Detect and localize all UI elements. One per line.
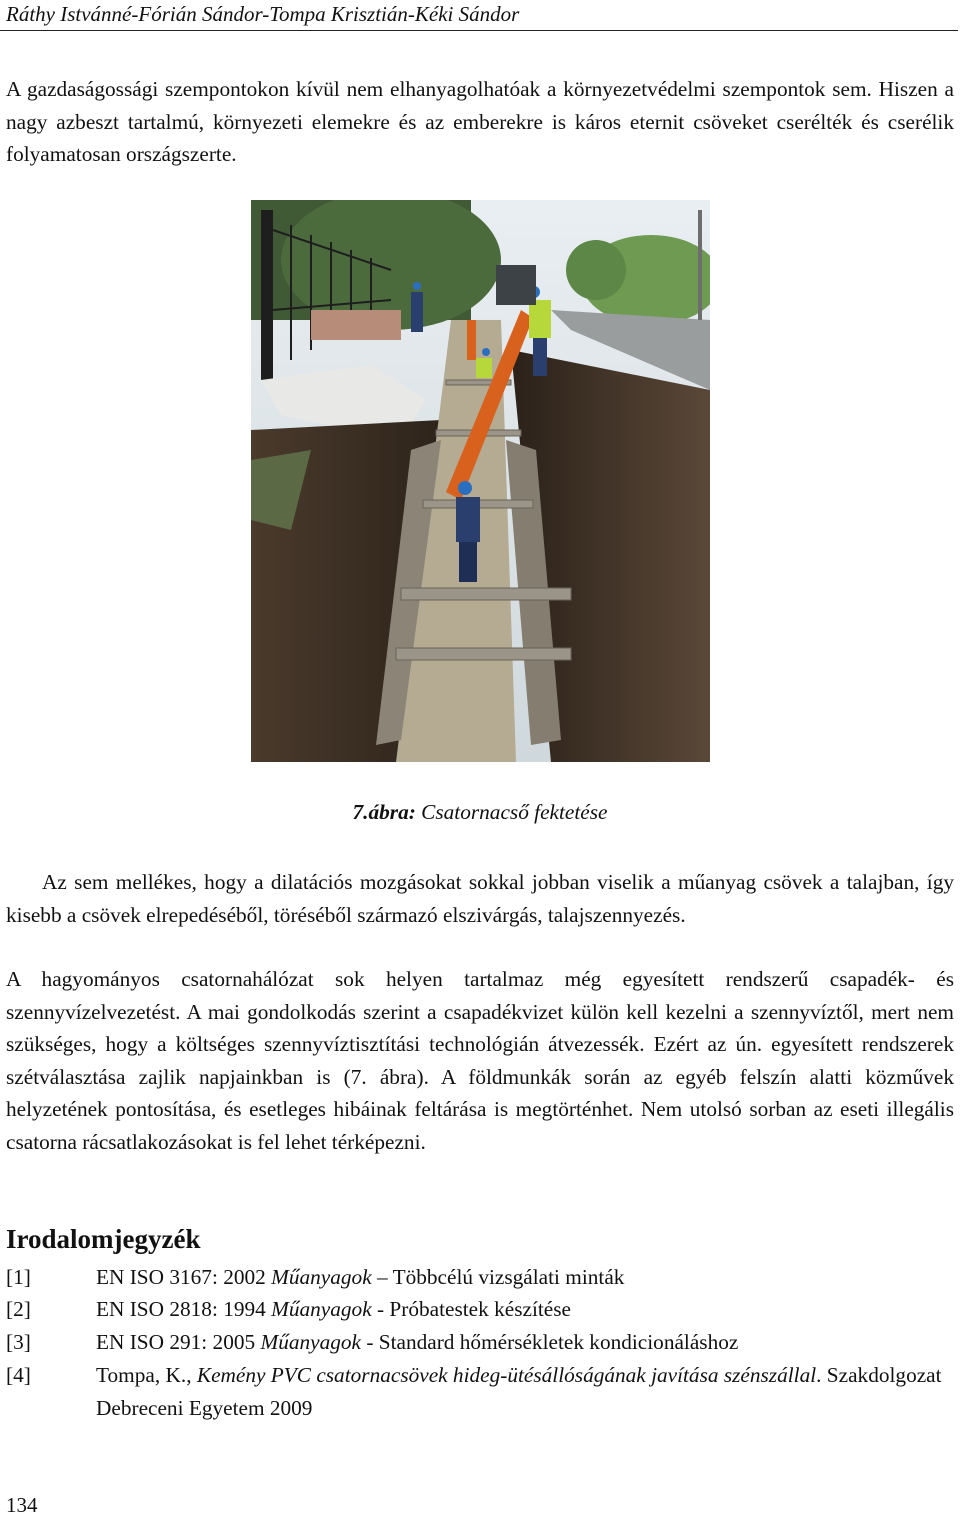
reference-topic: Műanyagok (260, 1330, 362, 1354)
header-rule (0, 30, 958, 31)
trench-photo (251, 200, 710, 762)
reference-separator: , (186, 1363, 197, 1387)
page-number: 134 (6, 1493, 38, 1517)
reference-rest: – Többcélú vizsgálati minták (371, 1265, 625, 1289)
reference-index: [2] (6, 1297, 31, 1321)
reference-topic: Műanyagok (271, 1297, 372, 1321)
paragraph-2: Az sem mellékes, hogy a dilatációs mozgásokat sokkal jobban viselik a műanyag csövek a talajban, így kisebb a csövek elrepedéséből, töréséből származó elszivárgás, talajszennyezés. (6, 870, 954, 927)
reference-rest: - Próbatestek készítése (371, 1297, 571, 1321)
reference-code: EN ISO 3167: 2002 (96, 1265, 266, 1289)
running-header: Ráthy Istvánné-Fórián Sándor-Tompa Krisztián-Kéki Sándor (6, 2, 520, 26)
figure-number: 7.ábra: (352, 800, 416, 824)
references-heading: Irodalomjegyzék (6, 1224, 201, 1254)
paragraph-3: A hagyományos csatornahálózat sok helyen tartalmaz még egyesített rendszerű csapadék- és szennyvízelvezetést. A mai gondolkodás szerint a csapadékvizet külön kell kezelni a szennyvíztől, mert nem szükséges, hogy a költséges szennyvíztisztítási technológián átvezessék. Ezért az ún. egyesített rendszerek szétválasztása zajlik napjainkban is (7. ábra). A földmunkák során az egyéb felszín alatti közművek helyzetének pontosítása, és esetleges hibáinak feltárása is megtörténhet. Nem utolsó sorban az eseti illegális csatorna rácsatlakozásokat is fel lehet térképezni. (6, 967, 954, 1154)
reference-rest: . Szakdolgozat Debreceni Egyetem 2009 (96, 1363, 942, 1420)
reference-title: Kemény PVC csatornacsövek hideg-ütésállóságának javítása szénszállal (196, 1363, 817, 1387)
reference-rest: - Standard hőmérsékletek kondicionáláshoz (361, 1330, 739, 1354)
figure-title: Csatornacső fektetése (421, 800, 608, 824)
reference-index: [3] (6, 1330, 31, 1354)
paragraph-1: A gazdaságossági szempontokon kívül nem elhanyagolhatóak a környezetvédelmi szempontok sem. Hiszen a nagy azbeszt tartalmú, környezeti elemekre és az emberekre is káros eternit csöveket cserélték és cserélik folyamatosan országszerte. (6, 77, 954, 166)
reference-code: EN ISO 2818: 1994 (96, 1297, 266, 1321)
reference-author: Tompa, K. (96, 1363, 187, 1387)
reference-code: EN ISO 291: 2005 (96, 1330, 256, 1354)
reference-index: [1] (6, 1265, 31, 1289)
figure-caption (0, 800, 960, 825)
reference-topic: Műanyagok (271, 1265, 372, 1289)
reference-index: [4] (6, 1363, 31, 1387)
